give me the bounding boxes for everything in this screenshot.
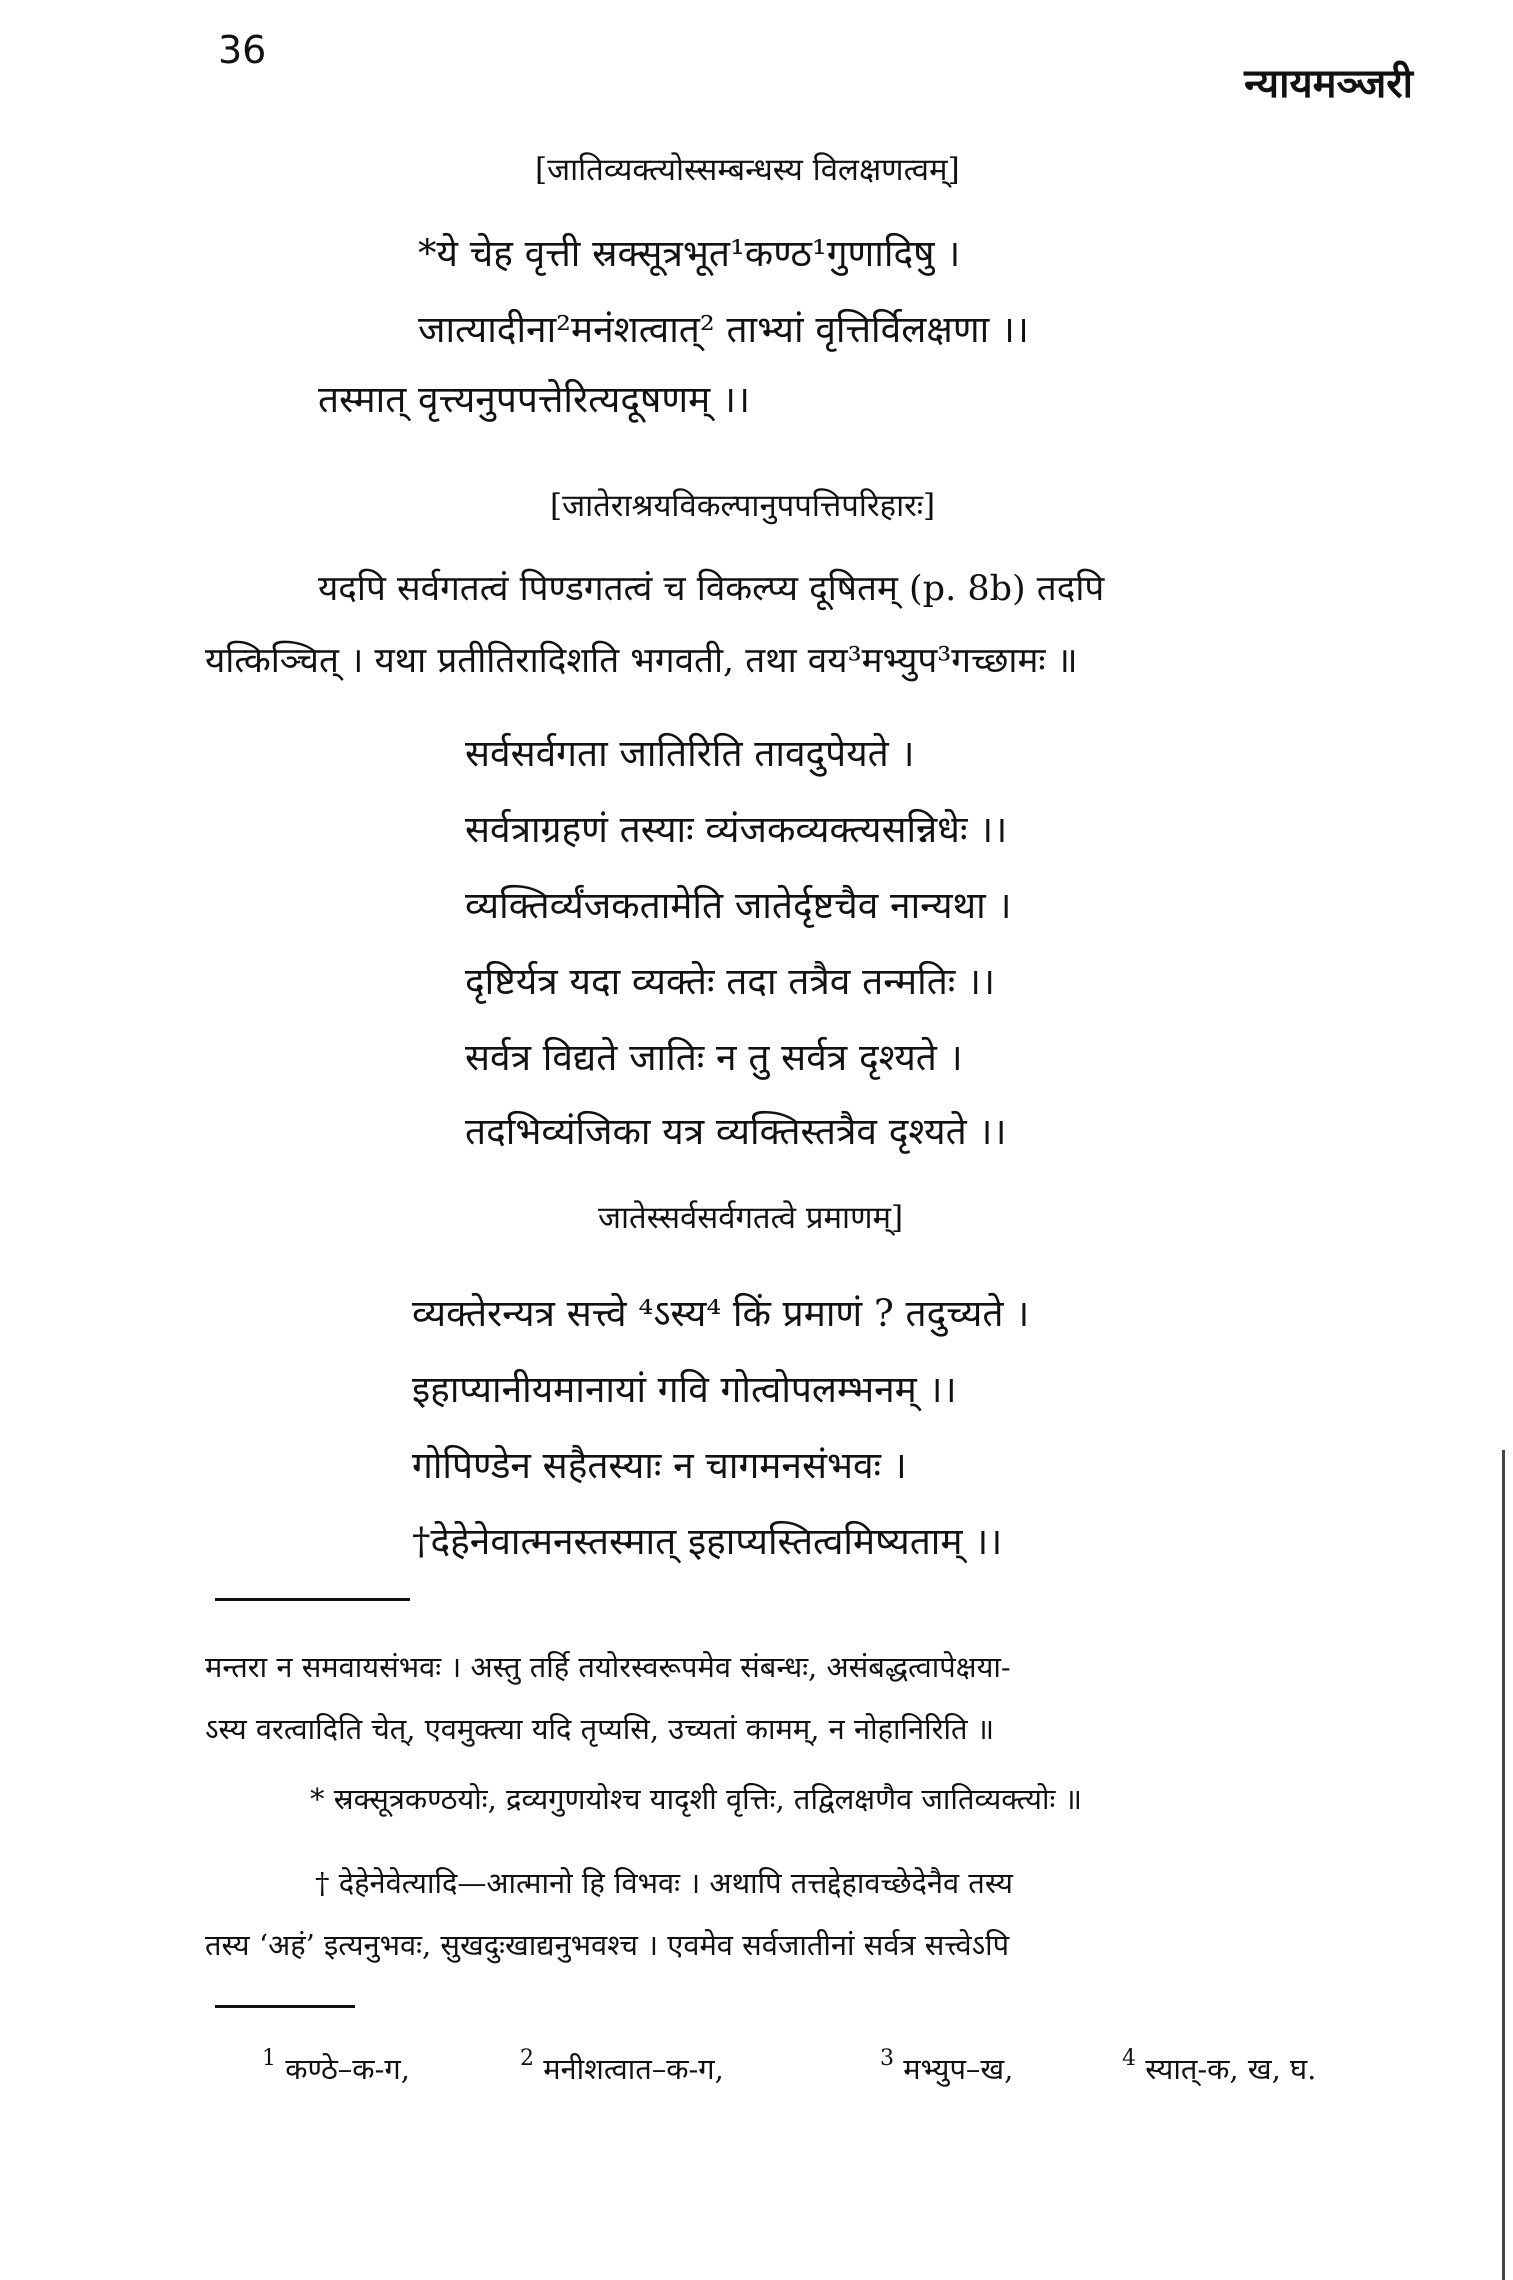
section-heading-2: [जातेराश्रयविकल्पानुपपत्तिपरिहारः] <box>550 488 936 524</box>
verse-line: तस्मात् वृत्त्यनुपपत्तेरित्यदूषणम् ।। <box>318 378 751 421</box>
variant-reading <box>520 2046 724 2087</box>
verse-line: †देहेनेवात्मनस्तस्मात् इहाप्यस्तित्वमिष्यताम् ।। <box>412 1520 1003 1563</box>
page-edge-shadow <box>1502 1450 1505 2280</box>
variant-text: कण्ठे–क-ग, <box>285 2052 410 2086</box>
page-number: 36 <box>218 28 267 72</box>
section-heading-3: जातेस्सर्वसर्वगतत्वे प्रमाणम्] <box>598 1200 904 1236</box>
commentary-line: ऽस्य वरत्वादिति चेत्, एवमुक्त्या यदि तृप्यसि, उच्यतां कामम्, न नोहानिरिति ॥ <box>205 1712 995 1746</box>
variant-reading <box>880 2046 1014 2087</box>
star-footnote: * स्रक्सूत्रकण्ठयोः, द्रव्यगुणयोश्च यादृशी वृत्तिः, तद्विलक्षणैव जातिव्यक्त्योः ॥ <box>310 1782 1082 1816</box>
prose-line: यत्किञ्चित् । यथा प्रतीतिरादिशति भगवती, तथा वय³मभ्युप³गच्छामः ॥ <box>205 641 1078 681</box>
verse-line: सर्वसर्वगता जातिरिति तावदुपेयते । <box>465 732 915 775</box>
running-title: न्यायमञ्जरी <box>1244 60 1413 107</box>
dagger-footnote-line: † देहेनेवेत्यादि—आत्मानो हि विभवः । अथापि तत्तद्देहावच्छेदेनैव तस्य <box>315 1866 1013 1900</box>
variant-number: 4 <box>1122 2046 1136 2071</box>
verse-line: दृष्टिर्यत्र यदा व्यक्तेः तदा तत्रैव तन्मतिः ।। <box>465 960 996 1003</box>
variant-reading <box>262 2046 410 2087</box>
commentary-line: मन्तरा न समवायसंभवः । अस्तु तर्हि तयोरस्वरूपमेव संबन्धः, असंबद्धत्वापेक्षया- <box>205 1650 1011 1684</box>
footnote-divider <box>215 1598 410 1601</box>
verse-line: सर्वत्र विद्यते जातिः न तु सर्वत्र दृश्यते । <box>465 1036 963 1079</box>
verse-line: सर्वत्राग्रहणं तस्याः व्यंजकव्यक्त्यसन्निधेः ।। <box>465 808 1008 851</box>
variants-divider <box>215 2005 355 2008</box>
verse-line: व्यक्तिर्व्यंजकतामेति जातेर्दृष्टचैव नान्यथा । <box>465 884 1012 927</box>
verse-line: व्यक्तेरन्यत्र सत्त्वे ⁴ऽस्य⁴ किं प्रमाणं ? तदुच्यते । <box>412 1292 1030 1335</box>
variant-number: 3 <box>880 2046 894 2071</box>
dagger-footnote-line: तस्य ‘अहं’ इत्यनुभवः, सुखदुःखाद्यनुभवश्च । एवमेव सर्वजातीनां सर्वत्र सत्त्वेऽपि <box>205 1928 1010 1962</box>
prose-line: यदपि सर्वगतत्वं पिण्डगतत्वं च विकल्प्य दूषितम् (p. 8b) तदपि <box>318 569 1105 609</box>
variant-reading <box>1122 2046 1317 2087</box>
verse-line: तदभिव्यंजिका यत्र व्यक्तिस्तत्रैव दृश्यते ।। <box>465 1110 1007 1153</box>
variant-number: 1 <box>262 2046 276 2071</box>
verse-line: जात्यादीना²मनंशत्वात्² ताभ्यां वृत्तिर्विलक्षणा ।। <box>418 308 1029 351</box>
variant-text: मभ्युप–ख, <box>903 2052 1014 2086</box>
variant-number: 2 <box>520 2046 534 2071</box>
variant-text: मनीशत्वात–क-ग, <box>543 2052 724 2086</box>
section-heading-1: [जातिव्यक्त्योस्सम्बन्धस्य विलक्षणत्वम्] <box>535 152 960 188</box>
verse-line: इहाप्यानीयमानायां गवि गोत्वोपलम्भनम् ।। <box>412 1368 957 1411</box>
verse-line: *ये चेह वृत्ती स्रक्सूत्रभूत¹कण्ठ¹गुणादिषु । <box>418 232 961 275</box>
verse-line: गोपिण्डेन सहैतस्याः न चागमनसंभवः । <box>412 1444 907 1487</box>
variant-text: स्यात्-क, ख, घ. <box>1145 2052 1317 2086</box>
